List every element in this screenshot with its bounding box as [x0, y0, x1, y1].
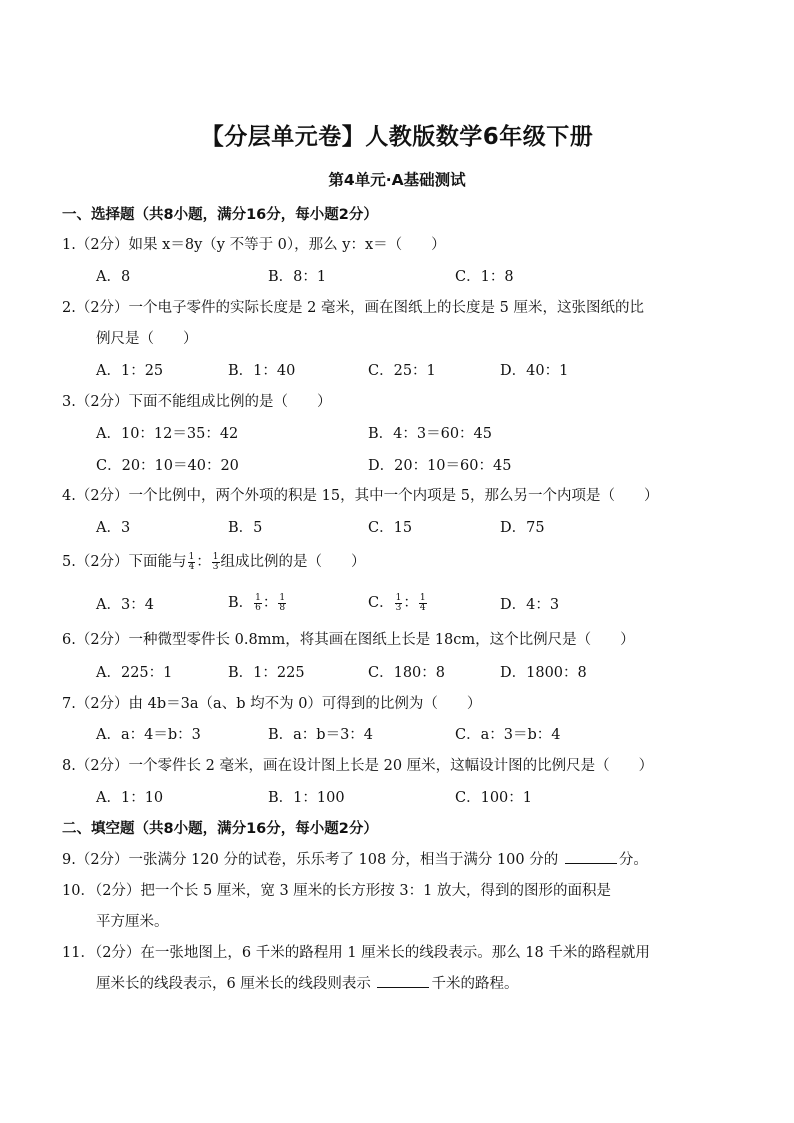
page-subtitle: 第4单元·A基础测试	[328, 171, 466, 189]
question-4-stem: 4.（2分）一个比例中，两个外项的积是 15，其中一个内项是 5，那么另一个内项是（ ）	[62, 488, 659, 504]
question-9-stem	[62, 848, 648, 869]
question-5-stem	[62, 550, 366, 572]
fraction-denominator: 3	[212, 561, 219, 572]
question-1-option-b[interactable]: B．8：1	[268, 269, 327, 285]
question-1-option-c[interactable]: C．1：8	[455, 269, 514, 285]
fraction-one-third	[395, 594, 403, 613]
ratio-separator: ：	[262, 595, 278, 611]
question-9-stem-suffix: 分。	[618, 852, 648, 868]
fraction-one-sixth	[254, 594, 262, 613]
question-6-option-c[interactable]: C．180：8	[368, 665, 445, 681]
question-10-stem: 10．（2分）把一个长 5 厘米，宽 3 厘米的长方形按 3：1 放大，得到的图形的面积是	[62, 883, 611, 899]
question-4-option-b[interactable]: B．5	[228, 520, 263, 536]
fraction-one-third	[212, 553, 220, 572]
question-4-option-c[interactable]: C．15	[368, 520, 413, 536]
question-4-option-a[interactable]: A．3	[96, 520, 131, 536]
ratio-separator: ：	[196, 554, 211, 570]
option-label: B．	[228, 595, 254, 611]
fraction-numerator: 1	[255, 592, 261, 603]
question-3-option-b[interactable]: B．4：3＝60：45	[368, 426, 493, 442]
question-6-option-d[interactable]: D．1800：8	[500, 665, 587, 681]
question-11-stem-continued	[96, 972, 518, 993]
question-10-stem-continued: 平方厘米。	[96, 914, 169, 930]
question-7-option-c[interactable]: C．a：3＝b：4	[455, 727, 561, 743]
fraction-denominator: 6	[255, 602, 261, 613]
fraction-one-eighth	[278, 594, 286, 613]
question-5-option-c[interactable]	[368, 591, 428, 613]
question-2-option-c[interactable]: C．25：1	[368, 363, 436, 379]
question-4-option-d[interactable]: D．75	[500, 520, 545, 536]
fraction-numerator: 1	[395, 592, 402, 603]
section-fill-heading: 二、填空题（共8小题，满分16分，每小题2分）	[62, 821, 378, 837]
answer-blank[interactable]	[377, 973, 429, 988]
question-8-stem: 8.（2分）一个零件长 2 毫米，画在设计图上长是 20 厘米，这幅设计图的比例尺是（ ）	[62, 758, 654, 774]
question-8-option-c[interactable]: C．100：1	[455, 790, 532, 806]
question-11-stem-prefix: 厘米长的线段表示，6 厘米长的线段则表示	[96, 976, 376, 992]
question-3-option-c[interactable]: C．20：10＝40：20	[96, 458, 239, 474]
question-11-stem-suffix: 千米的路程。	[431, 976, 519, 992]
question-3-option-a[interactable]: A．10：12＝35：42	[96, 426, 239, 442]
fraction-numerator: 1	[212, 551, 219, 562]
question-3-option-d[interactable]: D．20：10＝60：45	[368, 458, 512, 474]
question-7-stem: 7.（2分）由 4b＝3a（a、b 均不为 0）可得到的比例为（ ）	[62, 696, 482, 712]
question-6-option-a[interactable]: A．225：1	[96, 665, 173, 681]
section-choice-heading: 一、选择题（共8小题，满分16分，每小题2分）	[62, 207, 378, 223]
question-5-option-b[interactable]	[228, 591, 287, 613]
question-2-stem-continued: 例尺是（ ）	[96, 331, 198, 347]
question-1-stem: 1.（2分）如果 x＝8y（y 不等于 0），那么 y：x＝（ ）	[62, 237, 446, 253]
question-2-option-d[interactable]: D．40：1	[500, 363, 569, 379]
fraction-denominator: 8	[279, 602, 286, 613]
question-5-option-d[interactable]: D．4：3	[500, 597, 560, 613]
question-9-stem-prefix: 9.（2分）一张满分 120 分的试卷，乐乐考了 108 分，相当于满分 100 分的	[62, 852, 563, 868]
fraction-numerator: 1	[279, 592, 286, 603]
question-5-stem-suffix: 组成比例的是（ ）	[220, 554, 366, 570]
question-7-option-b[interactable]: B．a：b＝3：4	[268, 727, 374, 743]
question-8-option-a[interactable]: A．1：10	[96, 790, 164, 806]
fraction-denominator: 4	[188, 561, 195, 572]
fraction-denominator: 3	[395, 602, 402, 613]
question-5-stem-prefix: 5.（2分）下面能与	[62, 554, 187, 570]
fraction-one-quarter	[188, 553, 196, 572]
question-11-stem: 11．（2分）在一张地图上，6 千米的路程用 1 厘米长的线段表示。那么 18 千米的路程就用	[62, 945, 650, 961]
answer-blank[interactable]	[565, 849, 617, 864]
question-7-option-a[interactable]: A．a：4＝b：3	[96, 727, 201, 743]
option-label: C．	[368, 595, 394, 611]
fraction-one-quarter	[419, 594, 427, 613]
question-5-option-a[interactable]: A．3：4	[96, 597, 154, 613]
question-6-option-b[interactable]: B．1：225	[228, 665, 305, 681]
page-title: 【分层单元卷】人教版数学6年级下册	[200, 124, 594, 150]
question-8-option-b[interactable]: B．1：100	[268, 790, 345, 806]
question-2-option-a[interactable]: A．1：25	[96, 363, 164, 379]
fraction-denominator: 4	[419, 602, 426, 613]
fraction-numerator: 1	[188, 551, 195, 562]
question-1-option-a[interactable]: A．8	[96, 269, 131, 285]
ratio-separator: ：	[403, 595, 418, 611]
question-6-stem: 6.（2分）一种微型零件长 0.8mm，将其画在图纸上长是 18cm，这个比例尺是（ ）	[62, 632, 635, 648]
fraction-numerator: 1	[419, 592, 426, 603]
question-3-stem: 3.（2分）下面不能组成比例的是（ ）	[62, 394, 332, 410]
question-2-option-b[interactable]: B．1：40	[228, 363, 296, 379]
question-2-stem: 2.（2分）一个电子零件的实际长度是 2 毫米，画在图纸上的长度是 5 厘米，这张图纸的比	[62, 300, 644, 316]
